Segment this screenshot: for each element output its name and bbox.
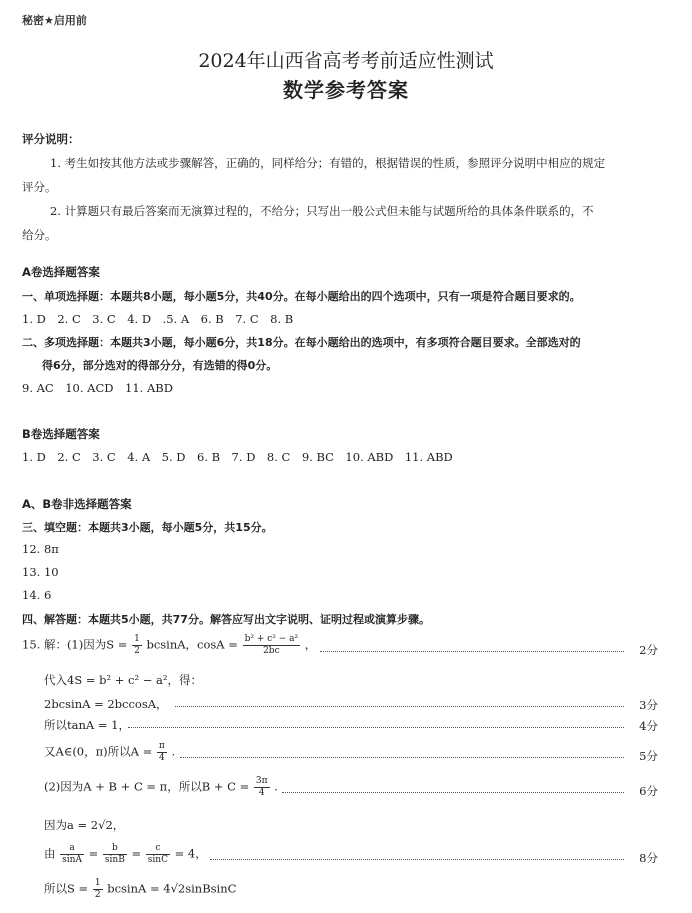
q15-step-9 xyxy=(44,878,236,901)
secret-label: 秘密★启用前 xyxy=(22,14,87,27)
score-8: 8分 xyxy=(639,851,658,865)
notes-heading: 评分说明： xyxy=(22,132,80,146)
dot-leader xyxy=(128,727,624,728)
fraction-half xyxy=(93,878,103,901)
fraction-den: sinC xyxy=(147,855,168,865)
q15-step-5 xyxy=(44,741,175,764)
section-b-heading: B卷选择题答案 xyxy=(22,427,100,441)
fraction-num: π xyxy=(158,741,165,751)
multi-choice-heading: 二、多项选择题：本题共3小题，每小题6分，共18分。在每小题给出的选项中，有多项符合题目要求。全部选对的 xyxy=(22,336,581,349)
fraction-quarter-pi xyxy=(157,741,167,764)
exam-title: 2024年山西省高考考前适应性测试 xyxy=(198,50,494,72)
q15-step-8-end: = 4， xyxy=(174,846,207,861)
fraction-num: b xyxy=(103,843,127,855)
q15-step-3: 2bcsinA = 2bccosA， xyxy=(44,697,168,711)
q15-step-9-prefix: 所以S = xyxy=(44,881,89,896)
solve-heading: 四、解答题：本题共5小题，共77分。解答应写出文字说明、证明过程或演算步骤。 xyxy=(22,613,430,626)
fraction-num: b² + c² − a² xyxy=(244,634,299,644)
notes-item-1-cont: 评分。 xyxy=(22,180,57,194)
equals-sign: = xyxy=(131,846,142,861)
notes-item-2: 2. 计算题只有最后答案而无演算过程的，不给分；只写出一般公式但未能与试题所给的具体条件联系的，不 xyxy=(50,204,594,218)
fraction-den: 4 xyxy=(159,753,165,763)
q15-step-5-end: . xyxy=(171,744,176,759)
answer-14: 14. 6 xyxy=(22,588,52,602)
fraction-c-sinc xyxy=(146,843,170,866)
section-b-answers: 1. D 2. C 3. C 4. A 5. D 6. B 7. D 8. C 9. BC 10. ABD 11. ABD xyxy=(22,450,453,464)
q15-step-1 xyxy=(22,634,316,657)
q15-step-6 xyxy=(44,776,278,799)
fraction-num: 3π xyxy=(255,776,268,786)
fill-blank-heading: 三、填空题：本题共3小题，每小题5分，共15分。 xyxy=(22,521,273,534)
fraction-num: a xyxy=(60,843,84,855)
dot-leader xyxy=(210,859,624,860)
multi-choice-heading-cont: 得6分，部分选对的得部分分，有选错的得0分。 xyxy=(42,359,278,372)
q15-step-4: 所以tanA = 1， xyxy=(44,718,130,732)
fraction-num: c xyxy=(146,843,170,855)
fraction-b-sinb xyxy=(103,843,127,866)
answer-12: 12. 8π xyxy=(22,542,59,556)
fraction-num: 1 xyxy=(94,878,101,888)
notes-item-2-cont: 给分。 xyxy=(22,228,57,242)
fraction-den: 2bc xyxy=(263,646,280,656)
single-choice-heading: 一、单项选择题：本题共8小题，每小题5分，共40分。在每小题给出的四个选项中，只有一项是符合题目要求的。 xyxy=(22,290,581,303)
score-5: 5分 xyxy=(639,749,658,763)
multi-choice-answers: 9. AC 10. ACD 11. ABD xyxy=(22,381,173,395)
q15-step-6-end: . xyxy=(274,779,278,794)
q15-step-5-prefix: 又A∈(0，π)所以A = xyxy=(44,744,153,759)
q15-step-1-mid: bcsinA，cosA = xyxy=(146,637,238,652)
fraction-cosine xyxy=(243,634,301,657)
q15-step-8 xyxy=(44,843,207,866)
fraction-a-sina xyxy=(60,843,84,866)
fraction-num: 1 xyxy=(134,634,140,644)
dot-leader xyxy=(282,792,624,793)
equals-sign: = xyxy=(88,846,99,861)
score-4: 4分 xyxy=(639,719,658,733)
score-3: 3分 xyxy=(639,698,658,712)
dot-leader xyxy=(180,757,624,758)
dot-leader xyxy=(175,706,624,707)
fraction-den: 2 xyxy=(134,646,140,656)
answer-title: 数学参考答案 xyxy=(283,78,409,102)
section-a-heading: A卷选择题答案 xyxy=(22,265,100,279)
q15-step-2: 代入4S = b² + c² − a²，得： xyxy=(44,673,203,687)
q15-step-9-end: bcsinA = 4√2sinBsinC xyxy=(107,881,237,896)
q15-step-1-end: ， xyxy=(304,637,317,652)
fraction-den: 4 xyxy=(258,788,265,798)
section-ab-heading: A、B卷非选择题答案 xyxy=(22,497,132,511)
answer-13: 13. 10 xyxy=(22,565,59,579)
fraction-three-quarter-pi xyxy=(254,776,270,799)
fraction-half xyxy=(132,634,142,657)
q15-step-1-prefix: 15. 解：(1)因为S = xyxy=(22,637,128,652)
single-choice-answers: 1. D 2. C 3. C 4. D .5. A 6. B 7. C 8. B xyxy=(22,312,294,326)
dot-leader xyxy=(320,651,624,652)
fraction-den: sinA xyxy=(62,855,82,865)
q15-step-8-prefix: 由 xyxy=(44,846,56,861)
q15-step-7: 因为a = 2√2， xyxy=(44,818,125,832)
notes-item-1: 1. 考生如按其他方法或步骤解答，正确的，同样给分；有错的，根据错误的性质，参照评分说明中相应的规定 xyxy=(50,156,606,170)
fraction-den: sinB xyxy=(104,855,125,865)
fraction-den: 2 xyxy=(94,890,101,900)
score-2: 2分 xyxy=(639,643,658,657)
score-6: 6分 xyxy=(639,784,658,798)
q15-step-6-prefix: (2)因为A + B + C = π，所以B + C = xyxy=(44,779,250,794)
